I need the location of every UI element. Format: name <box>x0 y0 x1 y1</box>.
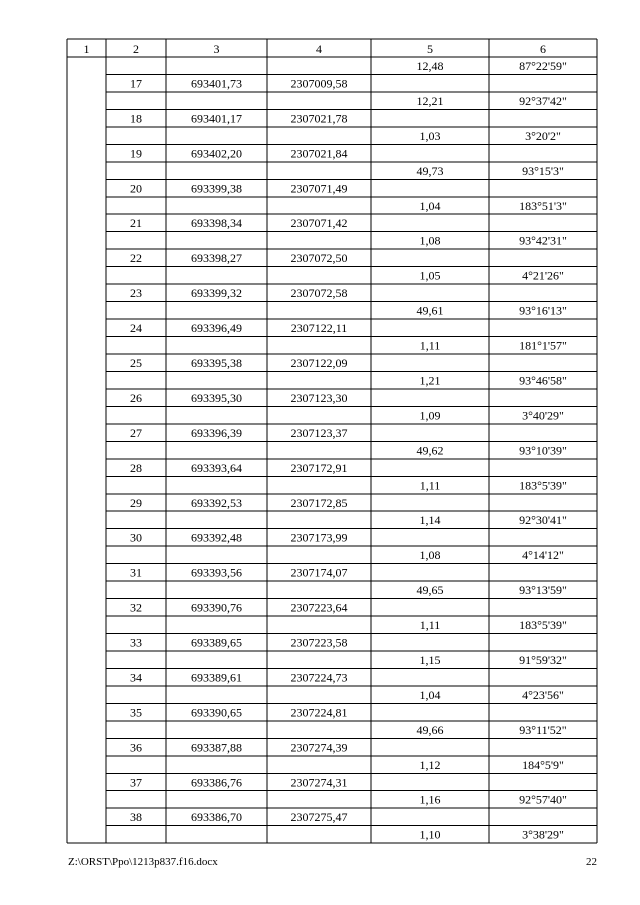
point-number: 20 <box>130 181 142 196</box>
segment-length: 1,04 <box>419 687 441 702</box>
direction-angle: 3°20'2" <box>525 128 561 143</box>
direction-angle: 4°23'56" <box>522 687 564 702</box>
segment-length: 1,10 <box>419 827 441 842</box>
segment-length: 1,16 <box>419 792 441 807</box>
point-number: 34 <box>130 670 142 685</box>
segment-length: 49,66 <box>416 722 444 737</box>
column-header-2: 2 <box>133 42 139 56</box>
direction-angle: 92°57'40" <box>519 792 567 807</box>
coordinate-y: 2307223,64 <box>290 600 348 615</box>
coordinate-y: 2307172,91 <box>290 460 348 475</box>
coordinate-y: 2307274,39 <box>290 740 348 755</box>
coordinate-x: 693392,53 <box>191 495 242 510</box>
coordinate-x: 693389,61 <box>191 670 242 685</box>
coordinate-x: 693401,17 <box>191 111 242 126</box>
coordinate-y: 2307274,31 <box>290 775 348 790</box>
point-number: 31 <box>130 565 142 580</box>
segment-length: 12,48 <box>416 59 444 73</box>
coordinate-y: 2307122,11 <box>290 321 348 336</box>
direction-angle: 3°40'29" <box>522 408 564 423</box>
direction-angle: 93°42'31" <box>519 233 567 248</box>
column-header-6: 6 <box>540 42 546 56</box>
direction-angle: 181°1'57" <box>519 338 567 353</box>
coordinate-y: 2307174,07 <box>290 565 348 580</box>
direction-angle: 183°5'39" <box>519 478 567 493</box>
coordinate-x: 693395,38 <box>191 355 242 370</box>
coordinate-y: 2307072,58 <box>290 286 348 301</box>
coordinate-x: 693401,73 <box>191 76 242 91</box>
segment-length: 1,08 <box>419 548 441 563</box>
coordinate-x: 693390,76 <box>191 600 242 615</box>
segment-length: 1,09 <box>419 408 441 423</box>
direction-angle: 93°15'3" <box>522 163 564 178</box>
coordinate-y: 2307224,73 <box>290 670 348 685</box>
coordinate-y: 2307122,09 <box>290 355 348 370</box>
coordinate-y: 2307173,99 <box>290 530 348 545</box>
coordinate-y: 2307071,42 <box>290 216 348 231</box>
point-number: 22 <box>130 251 142 266</box>
segment-length: 49,65 <box>416 583 444 598</box>
segment-length: 1,04 <box>419 198 441 213</box>
coordinate-y: 2307021,84 <box>290 146 348 161</box>
column-header-1: 1 <box>83 42 90 56</box>
point-number: 30 <box>130 530 142 545</box>
direction-angle: 87°22'59" <box>519 59 567 73</box>
direction-angle: 184°5'9" <box>522 757 564 772</box>
direction-angle: 183°5'39" <box>519 618 567 633</box>
segment-length: 1,11 <box>419 478 441 493</box>
point-number: 23 <box>130 286 142 301</box>
segment-length: 1,05 <box>419 268 441 283</box>
coordinate-x: 693386,70 <box>191 810 242 825</box>
direction-angle: 183°51'3" <box>519 198 567 213</box>
direction-angle: 92°37'42" <box>519 93 567 108</box>
direction-angle: 93°11'52" <box>519 722 567 737</box>
direction-angle: 91°59'32" <box>519 652 567 667</box>
segment-length: 1,11 <box>419 338 441 353</box>
point-number: 38 <box>130 810 142 825</box>
footer-page-number: 22 <box>586 856 597 868</box>
coordinate-y: 2307123,30 <box>290 390 348 405</box>
segment-length: 1,11 <box>419 618 441 633</box>
point-number: 21 <box>130 216 142 231</box>
coordinate-y: 2307172,85 <box>290 495 348 510</box>
coordinate-x: 693398,34 <box>191 216 242 231</box>
column-header-4: 4 <box>316 42 322 56</box>
point-number: 37 <box>130 775 142 790</box>
coordinate-x: 693393,64 <box>191 460 242 475</box>
footer-file-path: Z:\ORST\Ppo\1213p837.f16.docx <box>68 856 218 868</box>
coordinate-y: 2307224,81 <box>290 705 348 720</box>
point-number: 17 <box>130 76 142 91</box>
segment-length: 49,61 <box>416 303 444 318</box>
coordinate-y: 2307009,58 <box>290 76 348 91</box>
coordinate-y: 2307021,78 <box>290 111 348 126</box>
coordinate-y: 2307223,58 <box>290 635 348 650</box>
coordinate-x: 693393,56 <box>191 565 242 580</box>
coordinate-x: 693396,39 <box>191 425 242 440</box>
coordinate-x: 693399,32 <box>191 286 242 301</box>
coordinate-x: 693389,65 <box>191 635 242 650</box>
segment-length: 49,62 <box>416 443 444 458</box>
point-number: 32 <box>130 600 142 615</box>
direction-angle: 93°13'59" <box>519 583 567 598</box>
segment-length: 49,73 <box>416 163 444 178</box>
direction-angle: 3°38'29" <box>522 827 564 842</box>
point-number: 26 <box>130 390 142 405</box>
direction-angle: 4°21'26" <box>522 268 564 283</box>
segment-length: 1,21 <box>419 373 441 388</box>
segment-length: 1,15 <box>419 652 441 667</box>
coordinate-y: 2307071,49 <box>290 181 348 196</box>
direction-angle: 4°14'12" <box>522 548 564 563</box>
point-number: 28 <box>130 460 142 475</box>
segment-length: 1,03 <box>419 128 441 143</box>
point-number: 27 <box>130 425 142 440</box>
coordinate-x: 693399,38 <box>191 181 242 196</box>
point-number: 24 <box>130 321 142 336</box>
column-header-3: 3 <box>213 42 220 56</box>
point-number: 25 <box>130 355 142 370</box>
point-number: 29 <box>130 495 142 510</box>
coordinate-y: 2307123,37 <box>290 425 348 440</box>
column-header-5: 5 <box>427 42 433 56</box>
coordinate-x: 693402,20 <box>191 146 242 161</box>
point-number: 36 <box>130 740 142 755</box>
point-number: 18 <box>130 111 142 126</box>
point-number: 19 <box>130 146 142 161</box>
segment-length: 1,14 <box>419 513 441 528</box>
coordinate-x: 693392,48 <box>191 530 242 545</box>
coordinate-y: 2307072,50 <box>290 251 348 266</box>
point-number: 33 <box>130 635 142 650</box>
segment-length: 12,21 <box>416 93 444 108</box>
coordinate-x: 693398,27 <box>191 251 242 266</box>
coordinate-x: 693387,88 <box>191 740 242 755</box>
coordinate-x: 693386,76 <box>191 775 242 790</box>
direction-angle: 93°46'58" <box>519 373 567 388</box>
coordinate-x: 693396,49 <box>191 321 242 336</box>
point-number: 35 <box>130 705 142 720</box>
coordinate-x: 693395,30 <box>191 390 242 405</box>
coordinate-x: 693390,65 <box>191 705 242 720</box>
direction-angle: 93°16'13" <box>519 303 567 318</box>
direction-angle: 93°10'39" <box>519 443 567 458</box>
direction-angle: 92°30'41" <box>519 513 567 528</box>
segment-length: 1,08 <box>419 233 441 248</box>
segment-length: 1,12 <box>419 757 441 772</box>
coordinate-y: 2307275,47 <box>290 810 348 825</box>
